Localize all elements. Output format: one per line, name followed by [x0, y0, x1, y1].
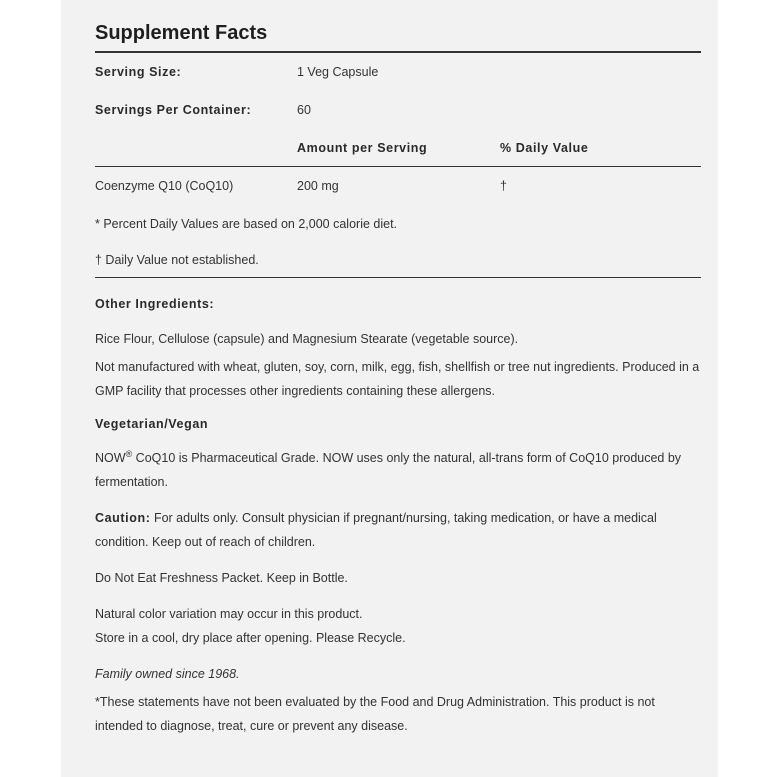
- caution-description: For adults only. Consult physician if pregnant/nursing, taking medication, or have a medical condition. Keep out of reach of children.: [95, 511, 657, 550]
- percent-dv-footnote-row: [95, 205, 701, 243]
- servings-per-container-row: [95, 91, 701, 129]
- spacer-b: [95, 312, 701, 327]
- dagger-footnote-row: [95, 243, 701, 277]
- other-ingredients-heading: Other Ingredients:: [95, 297, 215, 311]
- spacer-h: [95, 650, 701, 662]
- servings-per-container-label: Servings Per Container:: [95, 103, 252, 117]
- storage-text: Store in a cool, dry place after opening. Please Recycle.: [95, 631, 406, 646]
- ingredient-name: Coenzyme Q10 (CoQ10): [95, 179, 234, 193]
- family-owned-text: Family owned since 1968.: [95, 667, 240, 682]
- vegetarian-heading: Vegetarian/Vegan: [95, 417, 209, 431]
- serving-size-label: Serving Size:: [95, 65, 182, 79]
- spacer-a: [95, 278, 701, 296]
- servings-per-container-value: 60: [297, 103, 311, 117]
- table-header-row: [95, 129, 701, 166]
- spacer-c: [95, 403, 701, 416]
- dagger-footnote: † Daily Value not established.: [95, 253, 259, 267]
- ingredient-row: [95, 167, 701, 205]
- caution-label: Caution:: [95, 511, 151, 526]
- allergen-statement: Not manufactured with wheat, gluten, soy, corn, milk, egg, fish, shellfish or tree nut ingredients. Produced in a GMP facility that processes other ingredients containing these allergens.: [95, 360, 700, 398]
- spacer-g: [95, 590, 701, 602]
- vegetarian-text: [95, 442, 701, 494]
- supplement-facts-panel: [61, 0, 718, 777]
- percent-dv-footnote: * Percent Daily Values are based on 2,000 calorie diet.: [95, 217, 398, 231]
- freshness-packet-text: Do Not Eat Freshness Packet. Keep in Bottle.: [95, 571, 348, 586]
- fda-disclaimer: *These statements have not been evaluated by the Food and Drug Administration. This product is not intended to diagnose, treat, cure or prevent any disease.: [95, 695, 655, 734]
- spacer-e: [95, 494, 701, 506]
- spacer-d: [95, 432, 701, 442]
- ingredient-amount: 200 mg: [297, 179, 339, 193]
- amount-per-serving-header: Amount per Serving: [297, 140, 428, 155]
- registered-mark: ®: [125, 449, 133, 459]
- color-variation-text: Natural color variation may occur in this product.: [95, 607, 363, 622]
- daily-value-header: % Daily Value: [500, 140, 589, 155]
- caution-text: [95, 506, 701, 554]
- spacer-f: [95, 554, 701, 566]
- ingredient-daily-value: †: [500, 179, 507, 193]
- brand-name: NOW: [95, 451, 126, 466]
- supplement-facts-title: Supplement Facts: [95, 22, 268, 44]
- other-ingredients-text: Rice Flour, Cellulose (capsule) and Magnesium Stearate (vegetable source).: [95, 332, 519, 346]
- serving-size-row: [95, 53, 701, 91]
- vegetarian-description: CoQ10 is Pharmaceutical Grade. NOW uses only the natural, all-trans form of CoQ10 produced by fermentation.: [95, 451, 682, 490]
- serving-size-value: 1 Veg Capsule: [297, 65, 379, 79]
